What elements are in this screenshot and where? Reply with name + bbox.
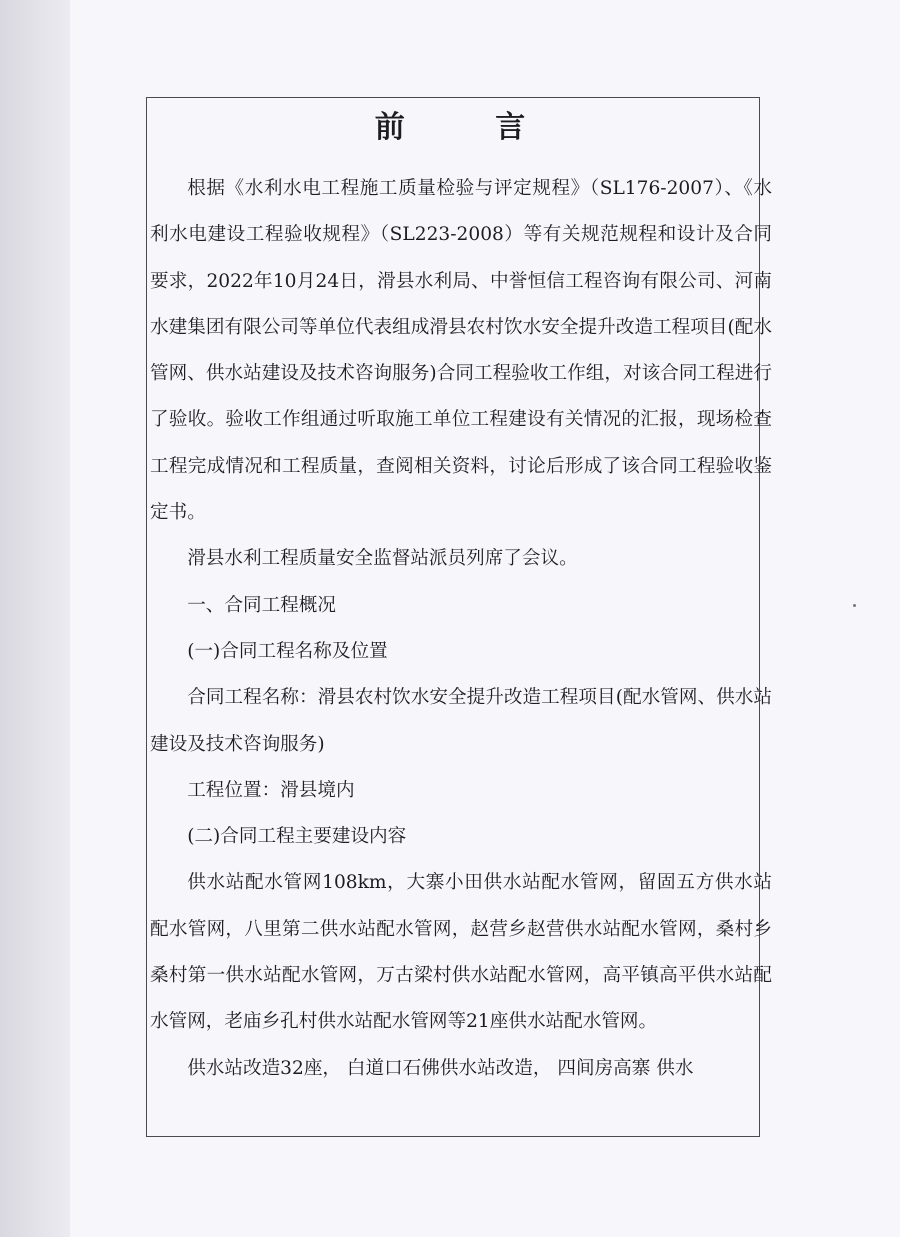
paragraph-station-renovation: 供水站改造32座， 白道口石佛供水站改造， 四间房高寨 供水: [187, 1057, 694, 1079]
document-body: [150, 166, 772, 1092]
paragraph-intro: 根据《水利水电工程施工质量检验与评定规程》（SL176-2007）、《水利水电建设工程验收规程》（SL223-2008）等有关规范规程和设计及合同要求，2022年10月24日，滑县水利局、中誉恒信工程咨询有限公司、河南水建集团有限公司等单位代表组成滑县农村饮水安全提升改造工程项目(配水管网、供水站建设及技术咨询服务)合同工程验收工作组，对该合同工程进行了验收。验收工作组通过听取施工单位工程建设有关情况的汇报，现场检查工程完成情况和工程质量，查阅相关资料，讨论后形成了该合同工程验收鉴定书。: [150, 178, 772, 524]
document-title: 前 言: [374, 110, 566, 145]
paragraph-supervision: 滑县水利工程质量安全监督站派员列席了会议。: [187, 548, 578, 570]
scan-speck: [853, 604, 856, 607]
paragraph-pipe-network: 供水站配水管网108km，大寨小田供水站配水管网，留固五方供水站配水管网，八里第二供水站配水管网，赵营乡赵营供水站配水管网，桑村乡桑村第一供水站配水管网，万古梁村供水站配水管网，高平镇高平供水站配水管网，老庙乡孔村供水站配水管网等21座供水站配水管网。: [150, 872, 772, 1033]
subsection-heading-name-location: (一)合同工程名称及位置: [187, 640, 388, 662]
scan-edge-shadow: [0, 0, 70, 1237]
section-heading-overview: 一、合同工程概况: [187, 594, 336, 616]
paragraph-project-location: 工程位置：滑县境内: [187, 779, 355, 801]
subsection-heading-main-content: (二)合同工程主要建设内容: [187, 826, 407, 848]
paragraph-project-name: 合同工程名称：滑县农村饮水安全提升改造工程项目(配水管网、供水站建设及技术咨询服务): [150, 687, 772, 755]
